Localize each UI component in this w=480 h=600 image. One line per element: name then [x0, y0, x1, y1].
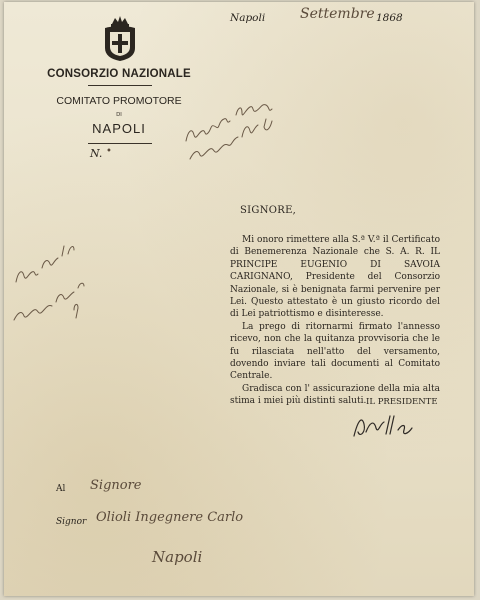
letterhead-city: NAPOLI	[92, 121, 146, 136]
recipient-city: Napoli	[152, 548, 203, 566]
number-value: •	[106, 146, 112, 157]
di-label: DI	[116, 112, 122, 118]
org-name: CONSORZIO NAZIONALE	[47, 68, 191, 80]
al-label: Al	[56, 484, 66, 494]
handwritten-note-left	[8, 238, 98, 334]
body-paragraph: Mi onoro rimettere alla S.ª V.ª il Certificato di Benemerenza Nazionale che S. A. R. IL PRINCIPE EUGENIO DI SAVOIA CARIGNANO, Presidente del Consorzio Nazionale, si è benignata farmi pervenire per Lei. Questo attestato è un giusto ricordo del di Lei patriottismo e disinteresse.	[230, 235, 440, 320]
letter-sheet	[4, 2, 474, 596]
body-paragraph: La prego di ritornarmi firmato l'annesso ricevo, non che la quitanza provvisoria che le fu rilasciata nell'atto del versamento, dovendo inviare tali documenti al Comitato Centrale.	[230, 321, 440, 382]
body-paragraph: Gradisca con l' assicurazione della mia alta stima i miei più distinti saluti.	[230, 383, 440, 407]
divider	[88, 85, 152, 86]
salutation: SIGNORE,	[240, 205, 297, 216]
divider	[88, 143, 152, 144]
savoy-crest-icon	[100, 14, 140, 62]
date-month: Settembre	[300, 6, 375, 22]
president-signature	[344, 410, 424, 442]
number-label: N.	[90, 147, 103, 160]
signor-label: Signor	[56, 517, 87, 527]
date-place: Napoli	[230, 12, 266, 24]
date-year: 1868	[376, 12, 403, 24]
letter-body	[230, 234, 440, 408]
committee-name: COMITATO PROMOTORE	[56, 95, 182, 107]
recipient-title: Signore	[90, 478, 142, 493]
recipient-name: Olioli Ingegnere Carlo	[96, 510, 244, 525]
handwritten-note-top	[180, 97, 276, 165]
closing-title: IL PRESIDENTE	[366, 397, 438, 407]
